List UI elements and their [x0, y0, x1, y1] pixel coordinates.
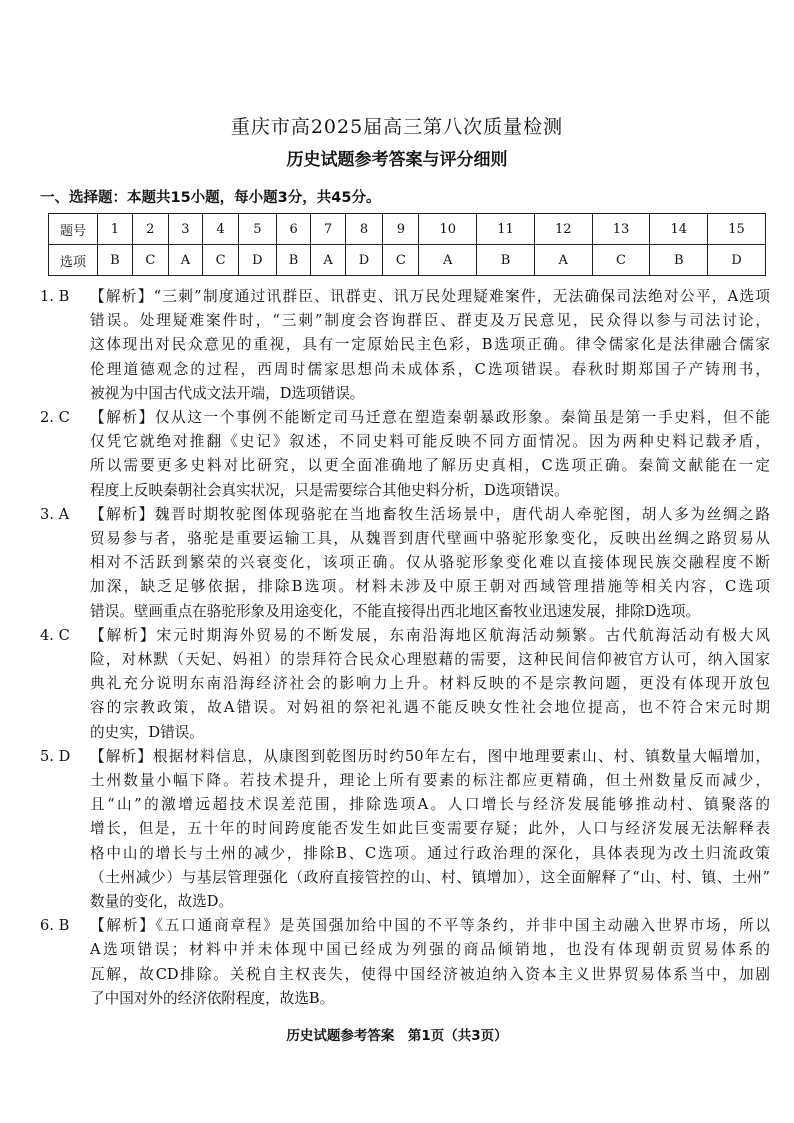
answer-cell: A [311, 245, 345, 276]
answer-cell: B [477, 245, 535, 276]
answer-cell: A [168, 245, 202, 276]
question-explanation [40, 624, 770, 745]
document-title: 重庆市高2025届高三第八次质量检测 [230, 116, 564, 138]
section-heading: 一、选择题：本题共15小题，每小题3分，共45分。 [40, 190, 381, 206]
explanation-text [90, 285, 770, 406]
text-line: 增长，但是，五十年的时间跨度能否发生如此巨变需要存疑；此外，人口与经济发展无法解释表 [90, 820, 770, 838]
text-line: 的史实，D错误。 [90, 723, 204, 741]
answer-cell: B [98, 245, 133, 276]
question-explanation [40, 745, 770, 914]
text-line: 仅凭它就绝对推翻《史记》叙述，不同史料可能反映不同方面情况。因为两种史料记载矛盾， [90, 433, 770, 451]
text-line: 格中山的增长与土州的减少，排除B、C选项。通过行政治理的深化，具体表现为改土归流政策 [90, 844, 770, 862]
answer-cell: B [650, 245, 708, 276]
text-line: 被视为中国古代成文法开端，D选项错误。 [90, 384, 365, 402]
text-line: 程度上反映秦朝社会真实状况，只是需要综合其他史料分析，D选项错误。 [90, 481, 569, 499]
question-explanation [40, 503, 770, 624]
answer-cell: A [534, 245, 592, 276]
answer-cell: C [383, 245, 419, 276]
question-answer-label: 1. B [40, 288, 70, 305]
question-answer-label: 6. B [40, 917, 70, 935]
answer-cell: D [239, 245, 277, 276]
answer-cell: D [708, 245, 766, 276]
text-line: 险，对林默（天妃、妈祖）的崇拜符合民众心理慰藉的需要，这种民间信仰被官方认可，纳入国家 [90, 651, 770, 669]
explanation-text [90, 624, 770, 745]
question-number-cell: 9 [383, 214, 419, 245]
text-line: 所以需要更多史料对比研究，以更全面准确地了解历史真相，C选项正确。秦简文献能在一定 [90, 457, 770, 475]
text-line: 【解析】宋元时期海外贸易的不断发展，东南沿海地区航海活动频繁。古代航海活动有极大风 [90, 626, 770, 644]
question-answer-label: 2. C [40, 409, 70, 427]
text-line: 【解析】《五口通商章程》是英国强加给中国的不平等条约，并非中国主动融入世界市场，所以 [90, 917, 770, 935]
text-line: 加深，缺乏足够依据，排除B选项。材料未涉及中原王朝对西域管理措施等相关内容，C选项 [90, 578, 770, 596]
question-answer-label: 4. C [40, 626, 70, 644]
answer-cell: B [276, 245, 311, 276]
question-number-row [49, 214, 766, 245]
text-line: 容的宗教政策，故A错误。对妈祖的祭祀礼遇不能反映女性社会地位提高，也不符合宋元时期 [90, 699, 770, 717]
text-line: 数量的变化，故选D。 [90, 893, 234, 911]
text-line: 土州数量小幅下降。若技术提升，理论上所有要素的标注都应更精确，但土州数量反而减少， [90, 772, 770, 790]
question-number-cell: 2 [132, 214, 168, 245]
explanation-text [90, 503, 770, 624]
text-line: A选项错误；材料中并未体现中国已经成为列强的商品倾销地，也没有体现朝贡贸易体系的 [90, 941, 770, 959]
answer-cell: C [592, 245, 650, 276]
question-number-cell: 11 [477, 214, 535, 245]
row-label: 选项 [49, 245, 98, 276]
question-number-cell: 14 [650, 214, 708, 245]
answer-cell: A [419, 245, 477, 276]
question-number-cell: 1 [98, 214, 133, 245]
question-number-cell: 7 [311, 214, 345, 245]
text-line: 伦理道德观念的过程，西周时儒家思想尚未成体系，C选项错误。春秋时期郑国子产铸刑书， [90, 360, 770, 378]
question-number-cell: 4 [203, 214, 239, 245]
question-number-cell: 5 [239, 214, 277, 245]
text-line: 瓦解，故CD排除。关税自主权丧失，使得中国经济被迫纳入资本主义世界贸易体系当中，加剧 [90, 965, 770, 983]
row-label: 题号 [49, 214, 98, 245]
question-number-cell: 12 [534, 214, 592, 245]
answer-explanations [40, 285, 770, 1011]
question-number-cell: 8 [345, 214, 383, 245]
text-line: 【解析】仅从这一个事例不能断定司马迁意在塑造秦朝暴政形象。秦简虽是第一手史料，但不能 [90, 409, 770, 427]
text-line: 了中国对外的经济依附程度，故选B。 [90, 989, 335, 1007]
question-explanation [40, 406, 770, 503]
text-line: 【解析】魏晋时期牧驼图体现骆驼在当地畜牧生活场景中，唐代胡人牵驼图，胡人多为丝绸之路 [90, 505, 770, 523]
answer-table [48, 213, 766, 276]
page-footer: 历史试题参考答案 第1页（共3页） [286, 1028, 508, 1044]
question-number-cell: 10 [419, 214, 477, 245]
document-subtitle: 历史试题参考答案与评分细则 [286, 150, 508, 170]
answer-cell: C [203, 245, 239, 276]
answer-row [49, 245, 766, 276]
question-number-cell: 6 [276, 214, 311, 245]
text-line: （土州减少）与基层管理强化（政府直接管控的山、村、镇增加），这全面解释了“山、村、镇、土州” [90, 868, 770, 886]
text-line: 【解析】根据材料信息，从康图到乾图历时约50年左右，图中地理要素山、村、镇数量大幅增加， [90, 747, 770, 765]
explanation-text [90, 745, 770, 914]
question-number-cell: 15 [708, 214, 766, 245]
text-line: 【解析】“三刺”制度通过讯群臣、讯群吏、讯万民处理疑难案件，无法确保司法绝对公平，A选项 [90, 288, 770, 305]
text-line: 错误。处理疑难案件时，“三刺”制度会咨询群臣、群吏及万民意见，民众得以参与司法讨论， [90, 312, 770, 330]
question-number-cell: 3 [168, 214, 202, 245]
text-line: 且“山”的激增远超技术误差范围，排除选项A。人口增长与经济发展能够推动村、镇聚落的 [90, 796, 770, 814]
text-line: 这体现出对民众意见的重视，具有一定原始民主色彩，B选项正确。律令儒家化是法律融合儒家 [90, 336, 770, 354]
question-answer-label: 5. D [40, 747, 71, 765]
question-explanation [40, 914, 770, 1011]
text-line: 错误。壁画重点在骆驼形象及用途变化，不能直接得出西北地区畜牧业迅速发展，排除D选项。 [90, 602, 701, 620]
question-answer-label: 3. A [40, 505, 70, 523]
question-explanation [40, 285, 770, 406]
answer-cell: D [345, 245, 383, 276]
explanation-text [90, 914, 770, 1011]
text-line: 贸易参与者，骆驼是重要运输工具，从魏晋到唐代壁画中骆驼形象变化，反映出丝绸之路贸易从 [90, 530, 770, 548]
answer-cell: C [132, 245, 168, 276]
explanation-text [90, 406, 770, 503]
text-line: 典礼充分说明东南沿海经济社会的影响力上升。材料反映的不是宗教问题，更没有体现开放包 [90, 675, 770, 693]
question-number-cell: 13 [592, 214, 650, 245]
text-line: 相对不活跃到繁荣的兴衰变化，该项正确。仅从骆驼形象变化难以直接体现民族交融程度不断 [90, 554, 770, 572]
